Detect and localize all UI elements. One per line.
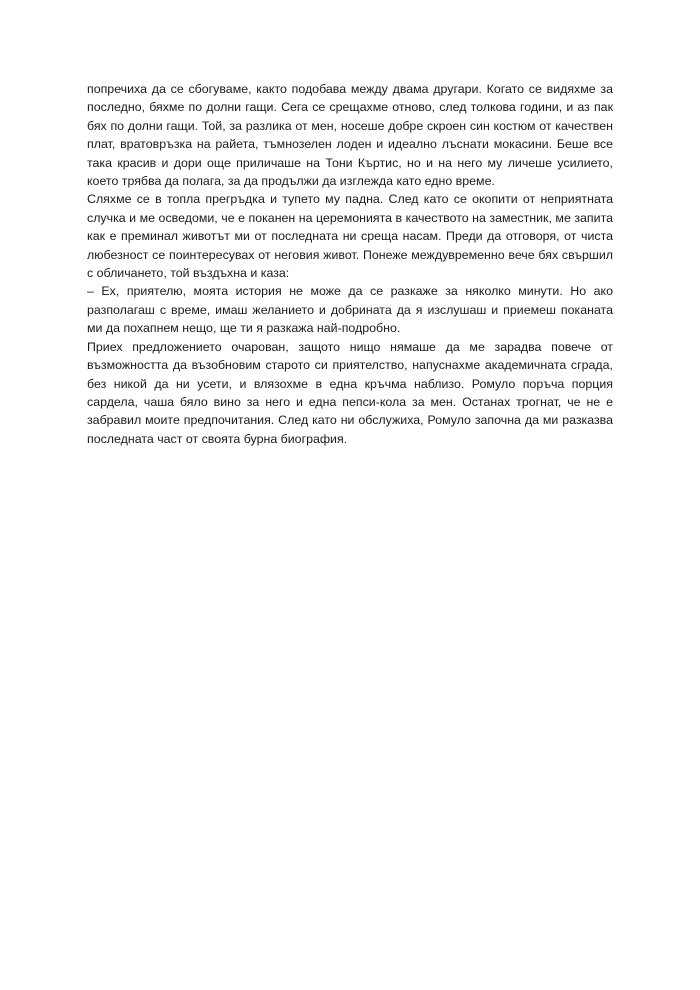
paragraph-2: Сляхме се в топла прегръдка и тупето му падна. След като се окопити от неприятната случка и ме осведоми, че е поканен на церемонията в качеството на заместник, ме запита как е преминал животът ми от последната ни среща насам. Преди да отговоря, от чиста любезност се поинтересувах от неговия живот. Понеже междувременно вече бях свършил с обличането, той въздъхна и каза: bbox=[87, 192, 613, 281]
body-text bbox=[87, 80, 613, 448]
paragraph-4: Приех предложението очарован, защото нищо нямаше да ме зарадва повече от възможността да възобновим старото си приятелство, напуснахме академичната сграда, без никой да ни усети, и влязохме в една кръчма наблизо. Ромуло поръча порция сардела, чаша бяло вино за него и една пепси-кола за мен. Останах трогнат, че не е забравил моите предпочитания. След като ни обслужиха, Ромуло започна да ми разказва последната част от своята бурна биография. bbox=[87, 339, 613, 446]
paragraph-3-dialogue: – Ех, приятелю, моята история не може да се разкаже за няколко минути. Но ако разполагаш с време, имаш желанието и добрината да я изслушаш и приемеш поканата ми да похапнем нещо, ще ти я разкажа най-подробно. bbox=[87, 284, 613, 336]
paragraph-1: попречиха да се сбогуваме, както подобава между двама другари. Когато се видяхме за последно, бяхме по долни гащи. Сега се срещахме отново, след толкова години, и аз пак бях по долни гащи. Той, за разлика от мен, носеше добре скроен син костюм от качествен плат, вратовръзка на райета, тъмнозелен лоден и идеално лъснати мокасини. Беше все така красив и дори още приличаше на Тони Къртис, но и на него му личеше усилието, което трябва да полага, за да продължи да изглежда като едно време. bbox=[87, 82, 613, 189]
